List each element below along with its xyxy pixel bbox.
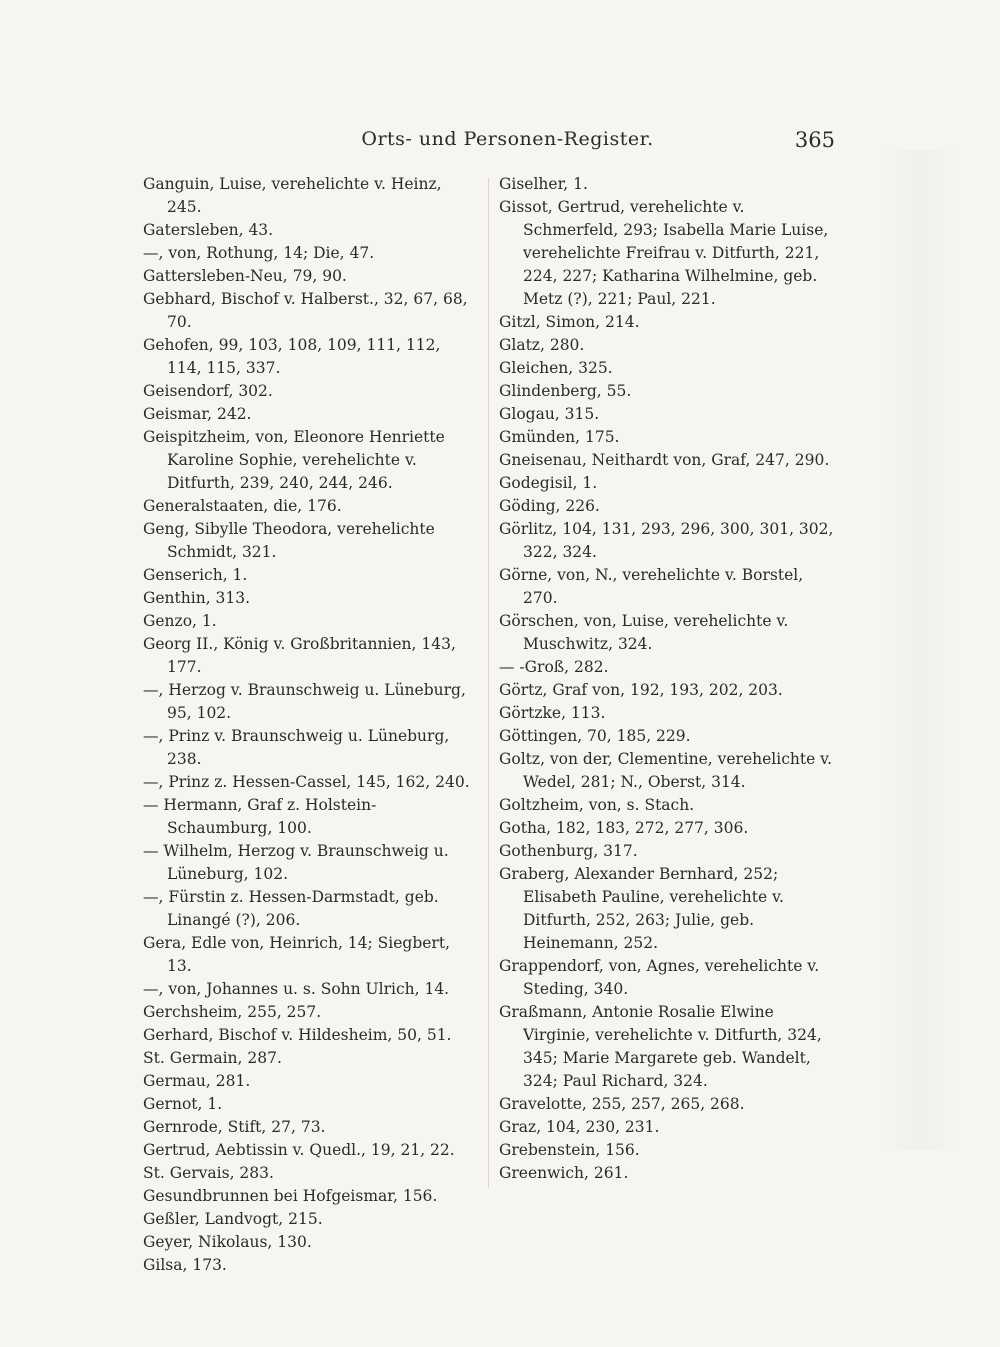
index-entry: Ganguin, Luise, verehelichte v. Heinz, 245. <box>143 175 442 216</box>
index-entry: Gleichen, 325. <box>499 359 613 377</box>
index-entry: Geisendorf, 302. <box>143 382 273 400</box>
index-entry: Gernrode, Stift, 27, 73. <box>143 1118 326 1136</box>
index-entry: Göttingen, 70, 185, 229. <box>499 727 691 745</box>
index-entry: Geismar, 242. <box>143 405 252 423</box>
column-divider <box>488 178 489 1188</box>
index-entry: Godegisil, 1. <box>499 474 598 492</box>
index-entry: Graberg, Alexander Bernhard, 252; Elisabeth Pauline, verehelichte v. Ditfurth, 252, 263; Julie, geb. Heinemann, 252. <box>499 865 784 952</box>
index-entry: Gatersleben, 43. <box>143 221 274 239</box>
index-entry: Greenwich, 261. <box>499 1164 629 1182</box>
index-entry: Genserich, 1. <box>143 566 248 584</box>
index-entry: Gerchsheim, 255, 257. <box>143 1003 322 1021</box>
index-entry: Görtzke, 113. <box>499 704 606 722</box>
index-entry: Gneisenau, Neithardt von, Graf, 247, 290. <box>499 451 830 469</box>
index-entry: Grebenstein, 156. <box>499 1141 640 1159</box>
index-entry: Gebhard, Bischof v. Halberst., 32, 67, 68, 70. <box>143 290 468 331</box>
index-entry: Gravelotte, 255, 257, 265, 268. <box>499 1095 745 1113</box>
index-entry: Görne, von, N., verehelichte v. Borstel, 270. <box>499 566 804 607</box>
index-entry: —, von, Johannes u. s. Sohn Ulrich, 14. <box>143 980 450 998</box>
index-entry: Graz, 104, 230, 231. <box>499 1118 660 1136</box>
index-entry: Geßler, Landvogt, 215. <box>143 1210 323 1228</box>
page-number: 365 <box>794 128 835 152</box>
index-entry: Gertrud, Aebtissin v. Quedl., 19, 21, 22. <box>143 1141 455 1159</box>
index-entry: Geyer, Nikolaus, 130. <box>143 1233 312 1251</box>
page-header <box>140 128 835 160</box>
index-entry: Gitzl, Simon, 214. <box>499 313 640 331</box>
index-entry: Gilsa, 173. <box>143 1256 227 1274</box>
index-entry: Generalstaaten, die, 176. <box>143 497 342 515</box>
index-entry: — Wilhelm, Herzog v. Braunschweig u. Lüneburg, 102. <box>143 842 449 883</box>
index-entry: Gehofen, 99, 103, 108, 109, 111, 112, 114, 115, 337. <box>143 336 441 377</box>
index-entry: Gattersleben-Neu, 79, 90. <box>143 267 347 285</box>
index-entry: St. Germain, 287. <box>143 1049 282 1067</box>
index-entry: —, von, Rothung, 14; Die, 47. <box>143 244 375 262</box>
index-entry: —, Fürstin z. Hessen-Darmstadt, geb. Linangé (?), 206. <box>143 888 439 929</box>
index-entry: Glindenberg, 55. <box>499 382 632 400</box>
index-entry: Görtz, Graf von, 192, 193, 202, 203. <box>499 681 783 699</box>
index-column-right <box>499 173 837 1185</box>
index-entry: Glatz, 280. <box>499 336 585 354</box>
index-entry: —, Prinz v. Braunschweig u. Lüneburg, 238. <box>143 727 450 768</box>
index-entry: —, Prinz z. Hessen-Cassel, 145, 162, 240. <box>143 773 470 791</box>
index-entry: Gmünden, 175. <box>499 428 620 446</box>
index-entry: Görlitz, 104, 131, 293, 296, 300, 301, 302, 322, 324. <box>499 520 834 561</box>
index-entry: Genthin, 313. <box>143 589 251 607</box>
index-entry: Geng, Sibylle Theodora, verehelichte Schmidt, 321. <box>143 520 435 561</box>
index-entry: Gernot, 1. <box>143 1095 223 1113</box>
index-entry: Gissot, Gertrud, verehelichte v. Schmerfeld, 293; Isabella Marie Luise, verehelichte Freifrau v. Ditfurth, 221, 224, 227; Katharina Wilhelmine, geb. Metz (?), 221; Paul, 221. <box>499 198 829 308</box>
index-entry: St. Gervais, 283. <box>143 1164 274 1182</box>
index-entry: — -Groß, 282. <box>499 658 609 676</box>
index-entry: Genzo, 1. <box>143 612 217 630</box>
index-entry: Goltz, von der, Clementine, verehelichte v. Wedel, 281; N., Oberst, 314. <box>499 750 833 791</box>
index-entry: Germau, 281. <box>143 1072 251 1090</box>
running-title: Orts- und Personen-Register. <box>361 128 654 150</box>
index-entry: Gesundbrunnen bei Hofgeismar, 156. <box>143 1187 438 1205</box>
index-entry: Gera, Edle von, Heinrich, 14; Siegbert, 13. <box>143 934 450 975</box>
index-entry: Giselher, 1. <box>499 175 588 193</box>
index-entry: Göding, 226. <box>499 497 600 515</box>
index-entry: —, Herzog v. Braunschweig u. Lüneburg, 95, 102. <box>143 681 466 722</box>
index-entry: Görschen, von, Luise, verehelichte v. Muschwitz, 324. <box>499 612 789 653</box>
index-entry: Goltzheim, von, s. Stach. <box>499 796 695 814</box>
index-entry: Graßmann, Antonie Rosalie Elwine Virginie, verehelichte v. Ditfurth, 324, 345; Marie Margarete geb. Wandelt, 324; Paul Richard, 324. <box>499 1003 822 1090</box>
index-entry: — Hermann, Graf z. Holstein-Schaumburg, 100. <box>143 796 377 837</box>
index-column-left <box>143 173 478 1277</box>
index-entry: Gotha, 182, 183, 272, 277, 306. <box>499 819 749 837</box>
index-entry: Grappendorf, von, Agnes, verehelichte v. Steding, 340. <box>499 957 820 998</box>
index-entry: Georg II., König v. Großbritannien, 143, 177. <box>143 635 456 676</box>
index-entry: Geispitzheim, von, Eleonore Henriette Karoline Sophie, verehelichte v. Ditfurth, 239, 240, 244, 246. <box>143 428 445 492</box>
index-entry: Glogau, 315. <box>499 405 600 423</box>
index-entry: Gerhard, Bischof v. Hildesheim, 50, 51. <box>143 1026 452 1044</box>
page-shadow <box>880 150 960 1150</box>
index-entry: Gothenburg, 317. <box>499 842 638 860</box>
